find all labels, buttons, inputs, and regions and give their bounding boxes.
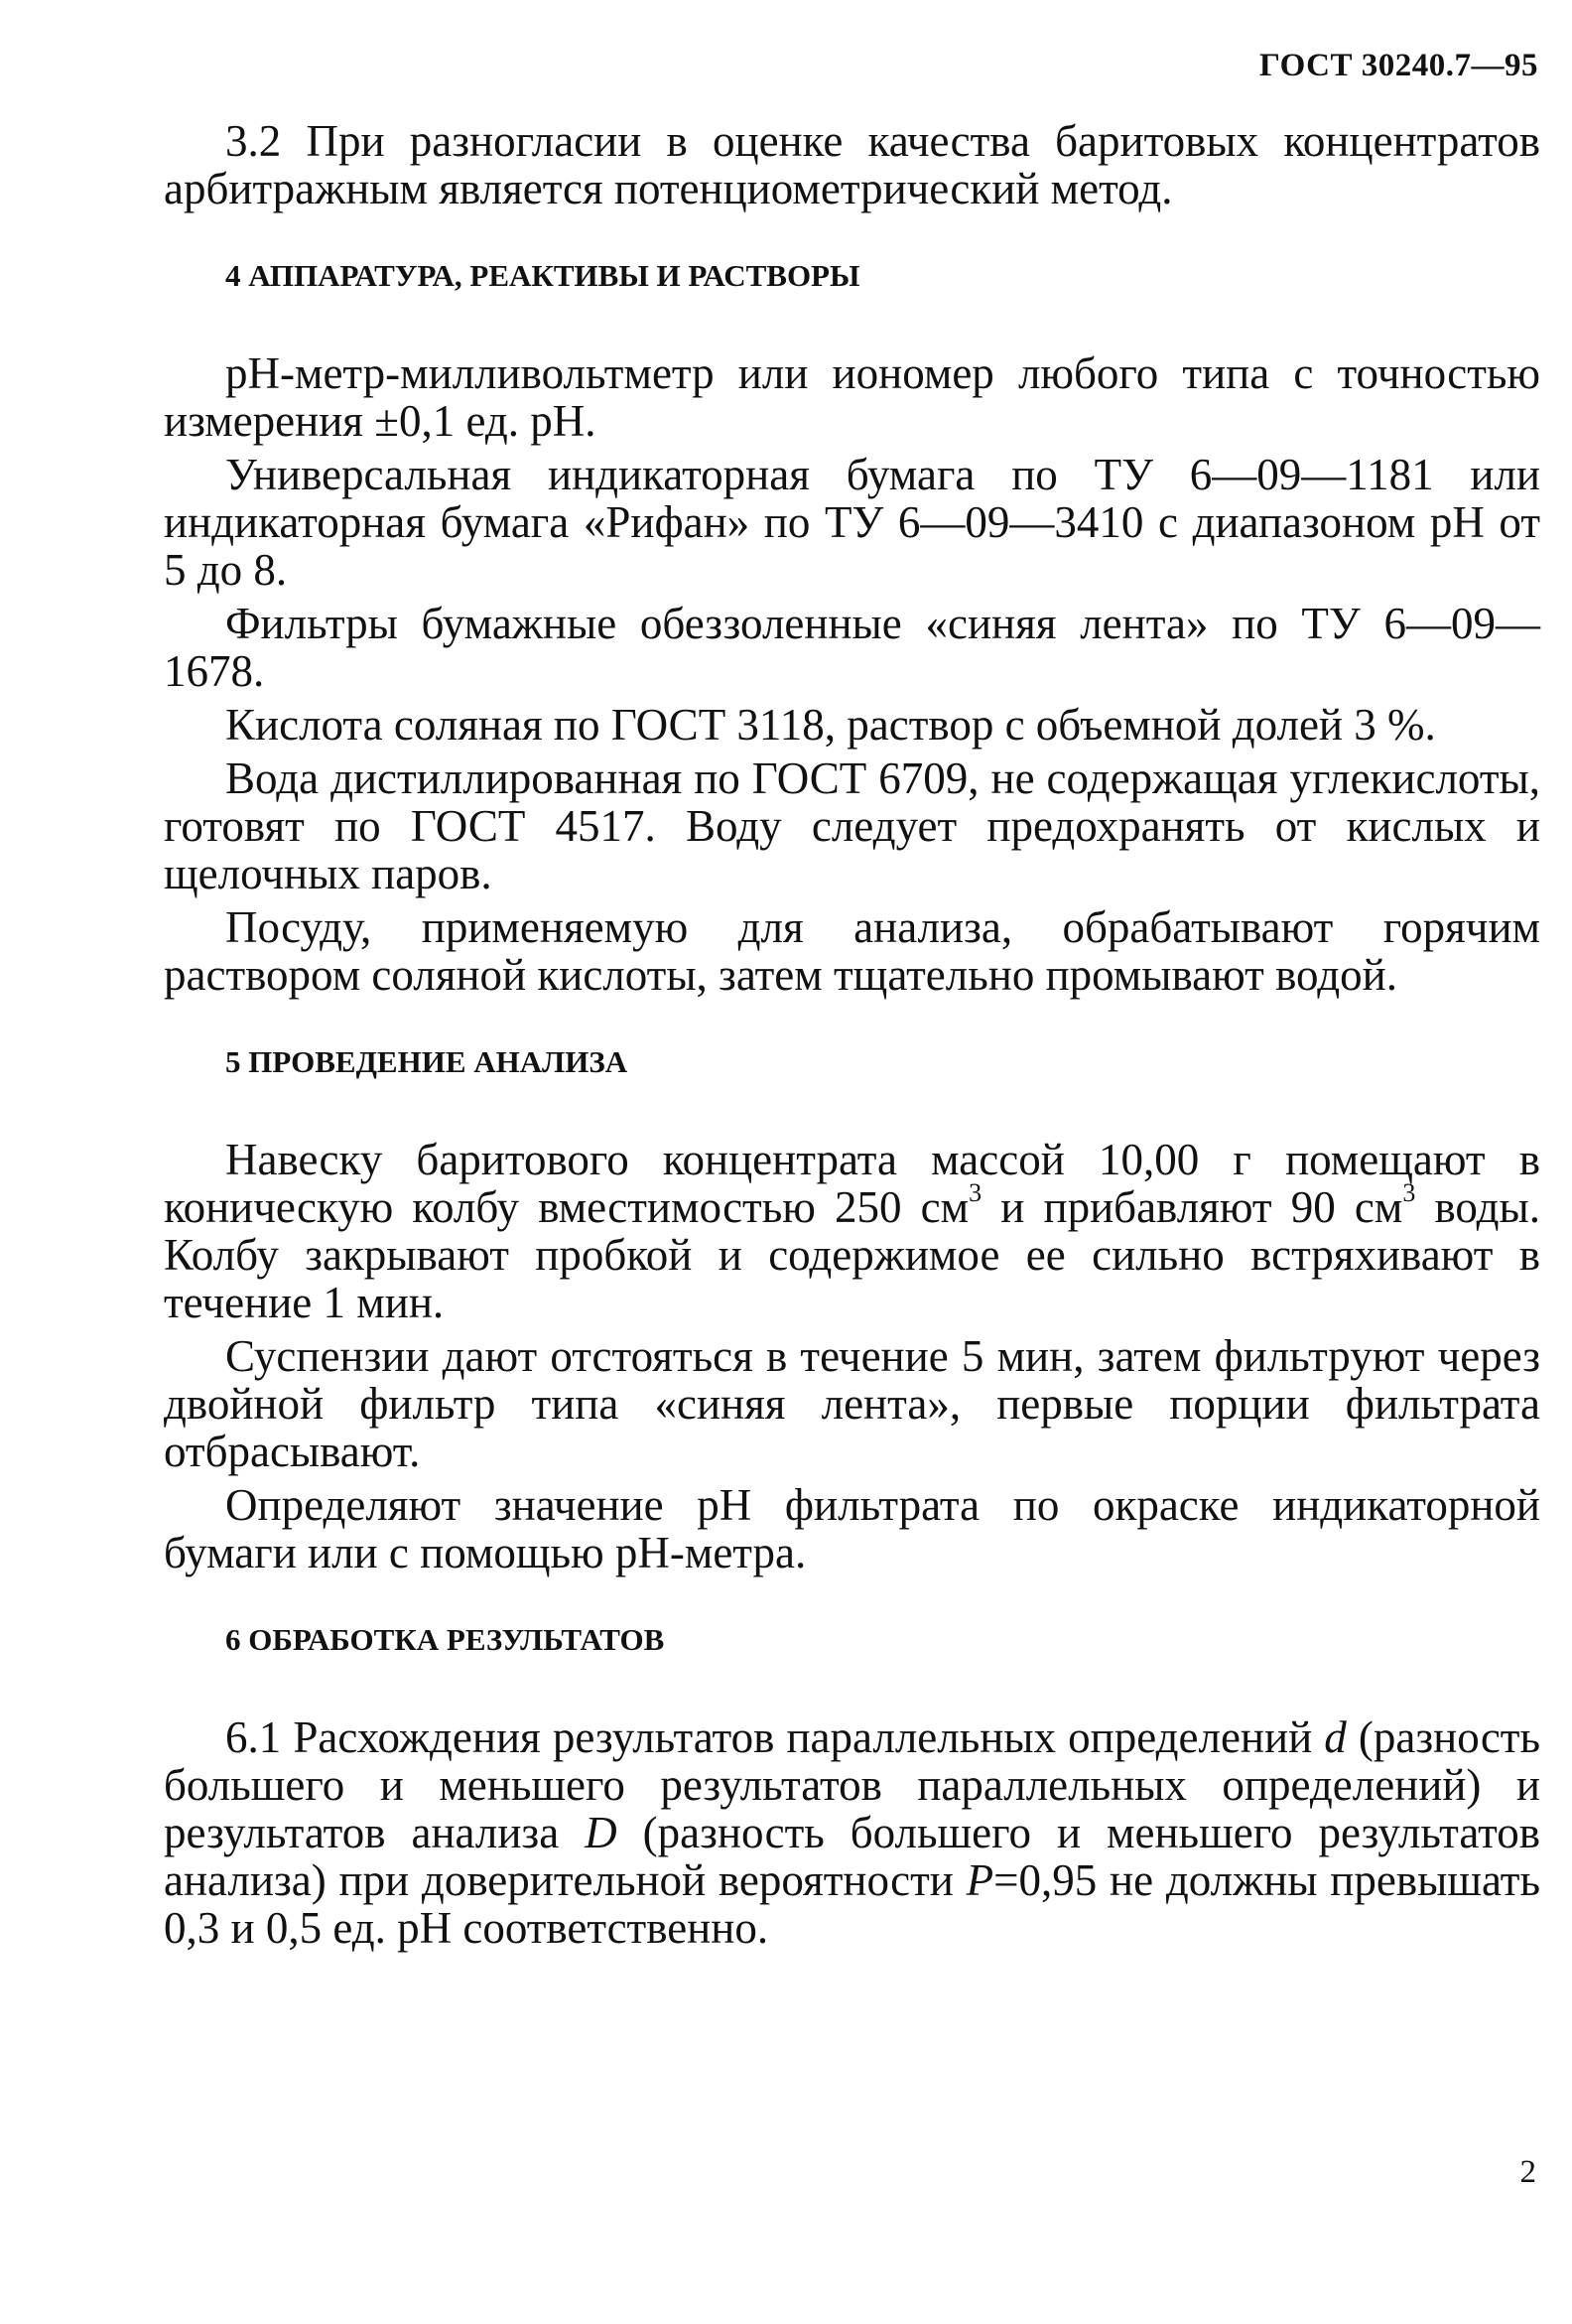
section-4-hydrochloric-acid: Кислота соляная по ГОСТ 3118, раствор с объемной долей 3 %. <box>225 700 1436 750</box>
text-fragment: воды. Колбу закрывают пробкой и содержимое ее сильно встряхивают в течение 1 мин. <box>164 1182 1540 1327</box>
text-fragment: и прибавляют 90 см <box>982 1182 1403 1232</box>
clause-6-1 <box>164 1713 1540 1952</box>
variable-D: D <box>585 1808 617 1857</box>
section-5-sample-weighing <box>164 1136 1540 1326</box>
section-4-filters: Фильтры бумажные обеззоленные «синяя лента» по ТУ 6—09—1678. <box>164 599 1540 696</box>
superscript: 3 <box>969 1178 982 1207</box>
text-fragment: (разность большего и меньшего результатов параллельных определений) и результатов анализа <box>164 1712 1540 1857</box>
text-fragment: Навеску баритового концентрата массой 10,00 г помещают в коническую колбу вместимостью 250 см <box>164 1135 1540 1232</box>
document-body <box>164 117 1540 1958</box>
text-fragment: 6.1 Расхождения результатов параллельных определений <box>225 1712 1325 1762</box>
variable-d: d <box>1324 1712 1347 1762</box>
standard-number-header: ГОСТ 30240.7—95 <box>1258 48 1538 83</box>
section-5-title: 5 ПРОВЕДЕНИЕ АНАЛИЗА <box>225 1044 628 1079</box>
variable-P: P <box>966 1855 994 1905</box>
text-fragment: (разность большего и меньшего результатов анализа) при доверительной вероятности <box>164 1808 1541 1905</box>
clause-3-2: 3.2 При разногласии в оценке качества баритовых концентратов арбитражным является потенциометрический метод. <box>164 116 1540 213</box>
section-5-ph-determination: Определяют значение рН фильтрата по окраске индикаторной бумаги или с помощью рН-метра. <box>164 1480 1540 1577</box>
text-fragment: =0,95 не должны превышать 0,3 и 0,5 ед. рН соответственно. <box>164 1855 1540 1953</box>
section-4-glassware: Посуду, применяемую для анализа, обрабатывают горячим раствором соляной кислоты, затем тщательно промывают водой. <box>164 902 1540 1000</box>
section-4-ph-meter: рН-метр-милливольтметр или иономер любого типа с точностью измерения ±0,1 ед. рН. <box>164 348 1540 446</box>
section-4-indicator-paper: Универсальная индикаторная бумага по ТУ 6—09—1181 или индикаторная бумага «Рифан» по ТУ 6—09—3410 с диапазоном рН от 5 до 8. <box>164 450 1540 595</box>
superscript: 3 <box>1402 1178 1416 1207</box>
section-4-distilled-water: Вода дистиллированная по ГОСТ 6709, не содержащая углекислоты, готовят по ГОСТ 4517. Воду следует предохранять от кислых и щелочных паров. <box>164 753 1540 898</box>
page-number: 2 <box>1519 2154 1536 2190</box>
section-4-title: 4 АППАРАТУРА, РЕАКТИВЫ И РАСТВОРЫ <box>225 258 860 293</box>
section-5-suspension: Суспензии дают отстояться в течение 5 мин, затем фильтруют через двойной фильтр типа «синяя лента», первые порции фильтрата отбрасывают. <box>164 1331 1540 1476</box>
section-6-title: 6 ОБРАБОТКА РЕЗУЛЬТАТОВ <box>225 1622 665 1657</box>
